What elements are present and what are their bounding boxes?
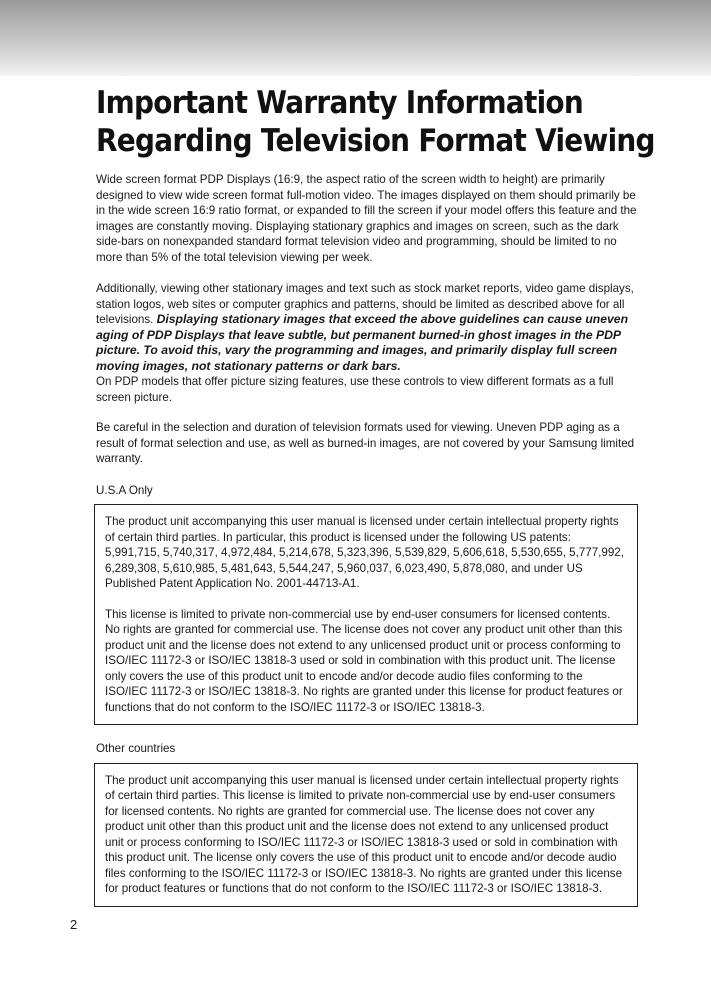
- picture-sizing-paragraph: On PDP models that offer picture sizing features, use these controls to view different formats as a full screen picture.: [96, 375, 614, 404]
- page-title: [96, 84, 655, 160]
- usa-license-terms: This license is limited to private non-commercial use by end-user consumers for licensed contents. No rights are granted for commercial use. The license does not cover any product unit other than this product unit and the license does not extend to any unlicensed product unit or process conforming to ISO/IEC 11172-3 or ISO/IEC 13818-3 used or sold in combination with this product unit. The license only covers the use of this product unit to encode and/or decode audio files conforming to the ISO/IEC 11172-3 or ISO/IEC 13818-3. No rights are granted under this license for product features or functions that do not conform to the ISO/IEC 11172-3 or ISO/IEC 13818-3.: [105, 607, 623, 714]
- usa-license-box: [94, 504, 638, 725]
- stationary-images-paragraph: [96, 281, 638, 374]
- page-content: [96, 84, 655, 907]
- other-countries-label: Other countries: [96, 742, 176, 755]
- stationary-images-text: Additionally, viewing other stationary images and text such as stock market reports, video game displays, station logos, web sites or computer graphics and patterns, should be limited as described above for all televisions.: [96, 282, 634, 326]
- header-gradient-band: [0, 0, 711, 76]
- title-line-1: Important Warranty Information: [96, 85, 584, 121]
- page-number: 2: [70, 917, 78, 932]
- title-line-2: Regarding Television Format Viewing: [96, 123, 655, 159]
- burn-in-warning: Displaying stationary images that exceed the above guidelines can cause uneven aging of PDP Displays that leave subtle, but permanent burned-in ghost images in the PDP picture. To avoid this, vary the programming and images, and primarily display full screen moving images, not stationary patterns or dark bars.: [96, 312, 629, 373]
- warranty-paragraph: Be careful in the selection and duration of television formats used for viewing. Uneven PDP aging as a result of format selection and use, as well as burned-in images, are not covered by your Samsung limited warranty.: [96, 421, 635, 465]
- other-countries-license-terms: The product unit accompanying this user manual is licensed under certain intellectual property rights of certain third parties. This license is limited to private non-commercial use by end-user consumers for licensed contents. No rights are granted for commercial use. The license does not cover any product unit other than this product unit and the license does not extend to any unlicensed product unit or process conforming to ISO/IEC 11172-3 or ISO/IEC 13818-3 used or sold in combination with this product unit. The license only covers the use of this product unit to encode and/or decode audio files conforming to the ISO/IEC 11172-3 or ISO/IEC 13818-3. No rights are granted under this license for product features or functions that do not conform to the ISO/IEC 11172-3 or ISO/IEC 13818-3.: [105, 773, 623, 895]
- other-countries-license-box: [94, 763, 638, 907]
- usa-license-patents: The product unit accompanying this user manual is licensed under certain intellectual property rights of certain third parties. In particular, this product is licensed under the following US patents: 5,991,715, 5,740,317, 4,972,484, 5,214,678, 5,323,396, 5,539,829, 5,606,618, 5,530,655, 5,777,992, 6,289,308, 5,610,985, 5,481,643, 5,544,247, 5,960,037, 6,023,490, 5,878,080, and under US Published Patent Application No. 2001-44713-A1.: [105, 515, 624, 590]
- usa-only-label: U.S.A Only: [96, 483, 153, 497]
- intro-paragraph: Wide screen format PDP Displays (16:9, the aspect ratio of the screen width to height) are primarily designed to view wide screen format full-motion video. The images displayed on them should primarily be in the wide screen 16:9 ratio format, or expanded to fill the screen if your model offers this feature and the images are constantly moving. Displaying stationary graphics and images on screen, such as the dark side-bars on nonexpanded standard format television video and programming, should be limited to no more than 5% of the total television viewing per week.: [96, 173, 637, 264]
